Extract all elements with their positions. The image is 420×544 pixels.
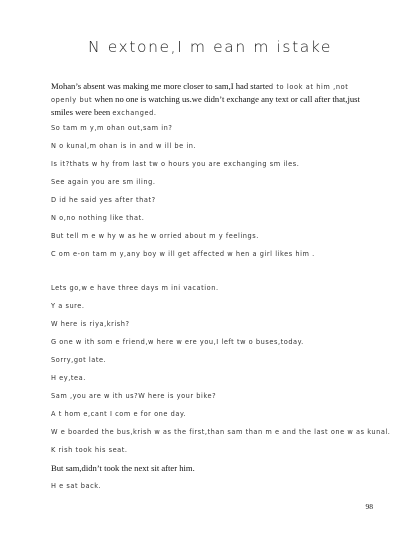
dialogue-line: H e sat back. [51, 482, 102, 490]
intro-paragraph [51, 80, 375, 119]
dialogue-line: K rish took his seat. [51, 446, 128, 454]
intro-text-serif-a: Mohan’s absent was making me more closer to sam,I had starte [51, 81, 269, 91]
dialogue-line: See again you are sm iling. [51, 178, 156, 186]
dialogue-line: Sam ,you are w ith us?W here is your bike? [51, 392, 217, 400]
chapter-title: N extone,I m ean m istake [87, 38, 333, 56]
intro-text-light-a: d to look at him ,not openly but [51, 83, 349, 104]
dialogue-line: W here is riya,krish? [51, 320, 130, 328]
intro-text-serif-b: when no one is watching us.we didn’t exchange any text or call after that,just smiles were been [51, 94, 360, 117]
dialogue-line: H ey,tea. [51, 374, 86, 382]
dialogue-line: A t hom e,cant I com e for one day. [51, 410, 187, 418]
dialogue-line: Is it?thats w hy from last tw o hours you are exchanging sm iles. [51, 160, 300, 168]
dialogue-line: But tell m e w hy w as he w orried about m y feelings. [51, 232, 259, 240]
dialogue-line: Sorry,got late. [51, 356, 107, 364]
dialogue-line: Y a sure. [51, 302, 85, 310]
dialogue-line: D id he said yes after that? [51, 196, 156, 204]
dialogue-line: Lets go,w e have three days m ini vacation. [51, 284, 219, 292]
dialogue-line: G one w ith som e friend,w here w ere you,I left tw o buses,today. [51, 338, 304, 346]
dialogue-line: N o kunal,m ohan is in and w ill be in. [51, 142, 197, 150]
dialogue-line: N o,no nothing like that. [51, 214, 145, 222]
intro-text-light-b: exchanged. [112, 109, 157, 117]
dialogue-line: But sam,didn’t took the next sit after him. [51, 463, 195, 473]
page-number: 98 [365, 502, 373, 511]
dialogue-line: C om e-on tam m y,any boy w ill get affected w hen a girl likes him . [51, 250, 315, 258]
dialogue-line: W e boarded the bus,krish w as the first,than sam than m e and the last one w as kunal. [51, 428, 391, 436]
dialogue-line: So tam m y,m ohan out,sam in? [51, 124, 173, 132]
